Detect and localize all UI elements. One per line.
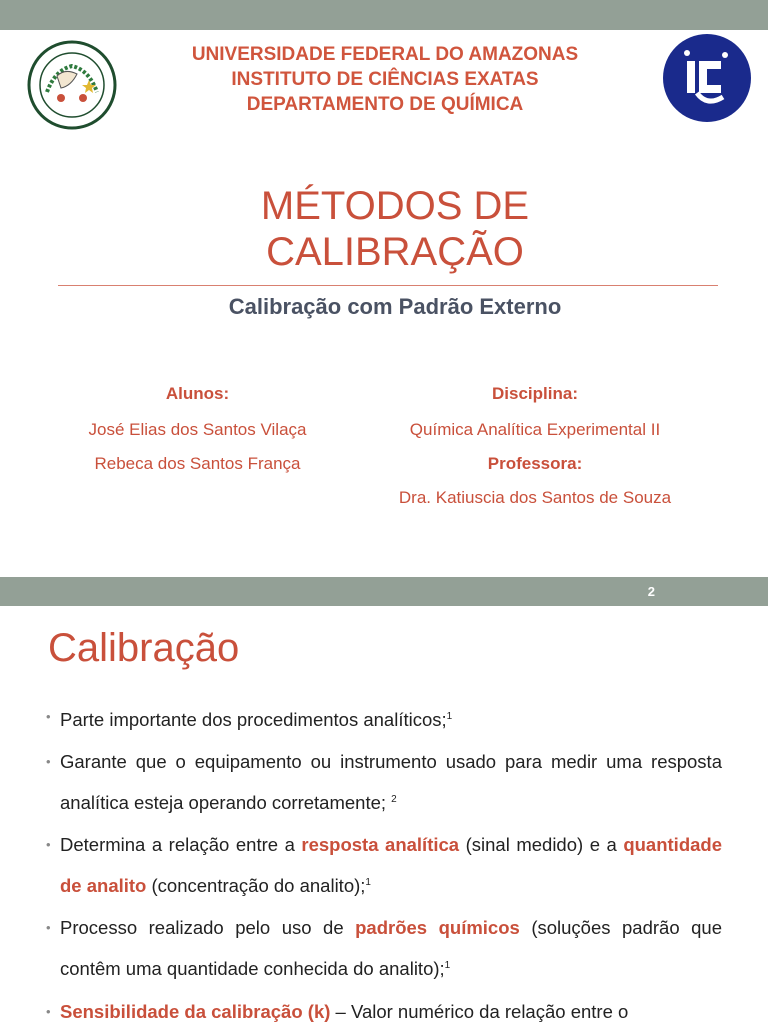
professor-name: Dra. Katiuscia dos Santos de Souza — [398, 488, 672, 507]
bullet-item — [46, 909, 722, 988]
bullet-item — [46, 993, 722, 1031]
highlighted-term: Sensibilidade da calibração (k) — [60, 1000, 331, 1022]
department-logo — [657, 33, 757, 123]
bullet-item — [46, 743, 722, 822]
student-name: Rebeca dos Santos França — [94, 454, 301, 473]
reference-marker: 1 — [365, 877, 371, 889]
highlighted-term: resposta analítica — [301, 834, 460, 856]
students-label: Alunos: — [165, 384, 230, 403]
page-number: 2 — [647, 584, 655, 599]
bullet-dot-icon: • — [46, 709, 51, 724]
reference-marker: 1 — [444, 960, 451, 972]
bullet-item — [46, 826, 722, 905]
bullet-dot-icon: • — [46, 754, 51, 770]
slide-title-line-2: CALIBRAÇÃO — [266, 230, 524, 274]
bullet-text: (soluções padrão que contêm uma quantidade conhecida do analito); — [60, 917, 722, 980]
bullet-dot-icon: • — [46, 837, 51, 853]
bullet-text: Determina a relação entre a — [60, 834, 302, 856]
university-seal-logo — [25, 40, 119, 130]
slide-top-bar — [0, 0, 768, 30]
bullet-text: Parte importante dos procedimentos analíticos; — [60, 709, 447, 731]
reference-marker: 1 — [446, 711, 453, 722]
bullet-text: (concentração do analito); — [146, 875, 366, 897]
student-name: José Elias dos Santos Vilaça — [88, 420, 307, 439]
discipline-label: Disciplina: — [492, 384, 578, 403]
title-divider — [58, 285, 718, 286]
slide-header-bar — [0, 577, 768, 606]
bullet-dot-icon: • — [46, 1003, 51, 1019]
bullet-item — [46, 698, 722, 739]
bullet-text: Garante que o equipamento ou instrumento usado para medir uma resposta analítica esteja operando corretamente; — [60, 751, 722, 814]
bullet-text: Processo realizado pelo uso de — [60, 917, 356, 939]
bullet-text: – Valor numérico da relação entre o — [330, 1000, 629, 1022]
slide-title-line-1: MÉTODOS DE — [260, 184, 530, 228]
bullet-dot-icon: • — [46, 920, 51, 936]
professor-label: Professora: — [487, 454, 583, 473]
institute-name: INSTITUTO DE CIÊNCIAS EXATAS — [231, 69, 539, 90]
bullet-text: (sinal medido) e a — [459, 834, 624, 856]
slide-title — [60, 183, 730, 275]
department-name: DEPARTAMENTO DE QUÍMICA — [246, 94, 524, 115]
bullet-list — [46, 698, 722, 1035]
university-name: UNIVERSIDADE FEDERAL DO AMAZONAS — [191, 44, 579, 65]
highlighted-term: quantidade de analito — [60, 834, 722, 897]
reference-marker: 2 — [391, 794, 397, 806]
section-title: Calibração — [48, 626, 240, 670]
slide-subtitle: Calibração com Padrão Externo — [228, 294, 562, 319]
highlighted-term: padrões químicos — [355, 917, 520, 939]
discipline-name: Química Analítica Experimental II — [409, 420, 661, 439]
